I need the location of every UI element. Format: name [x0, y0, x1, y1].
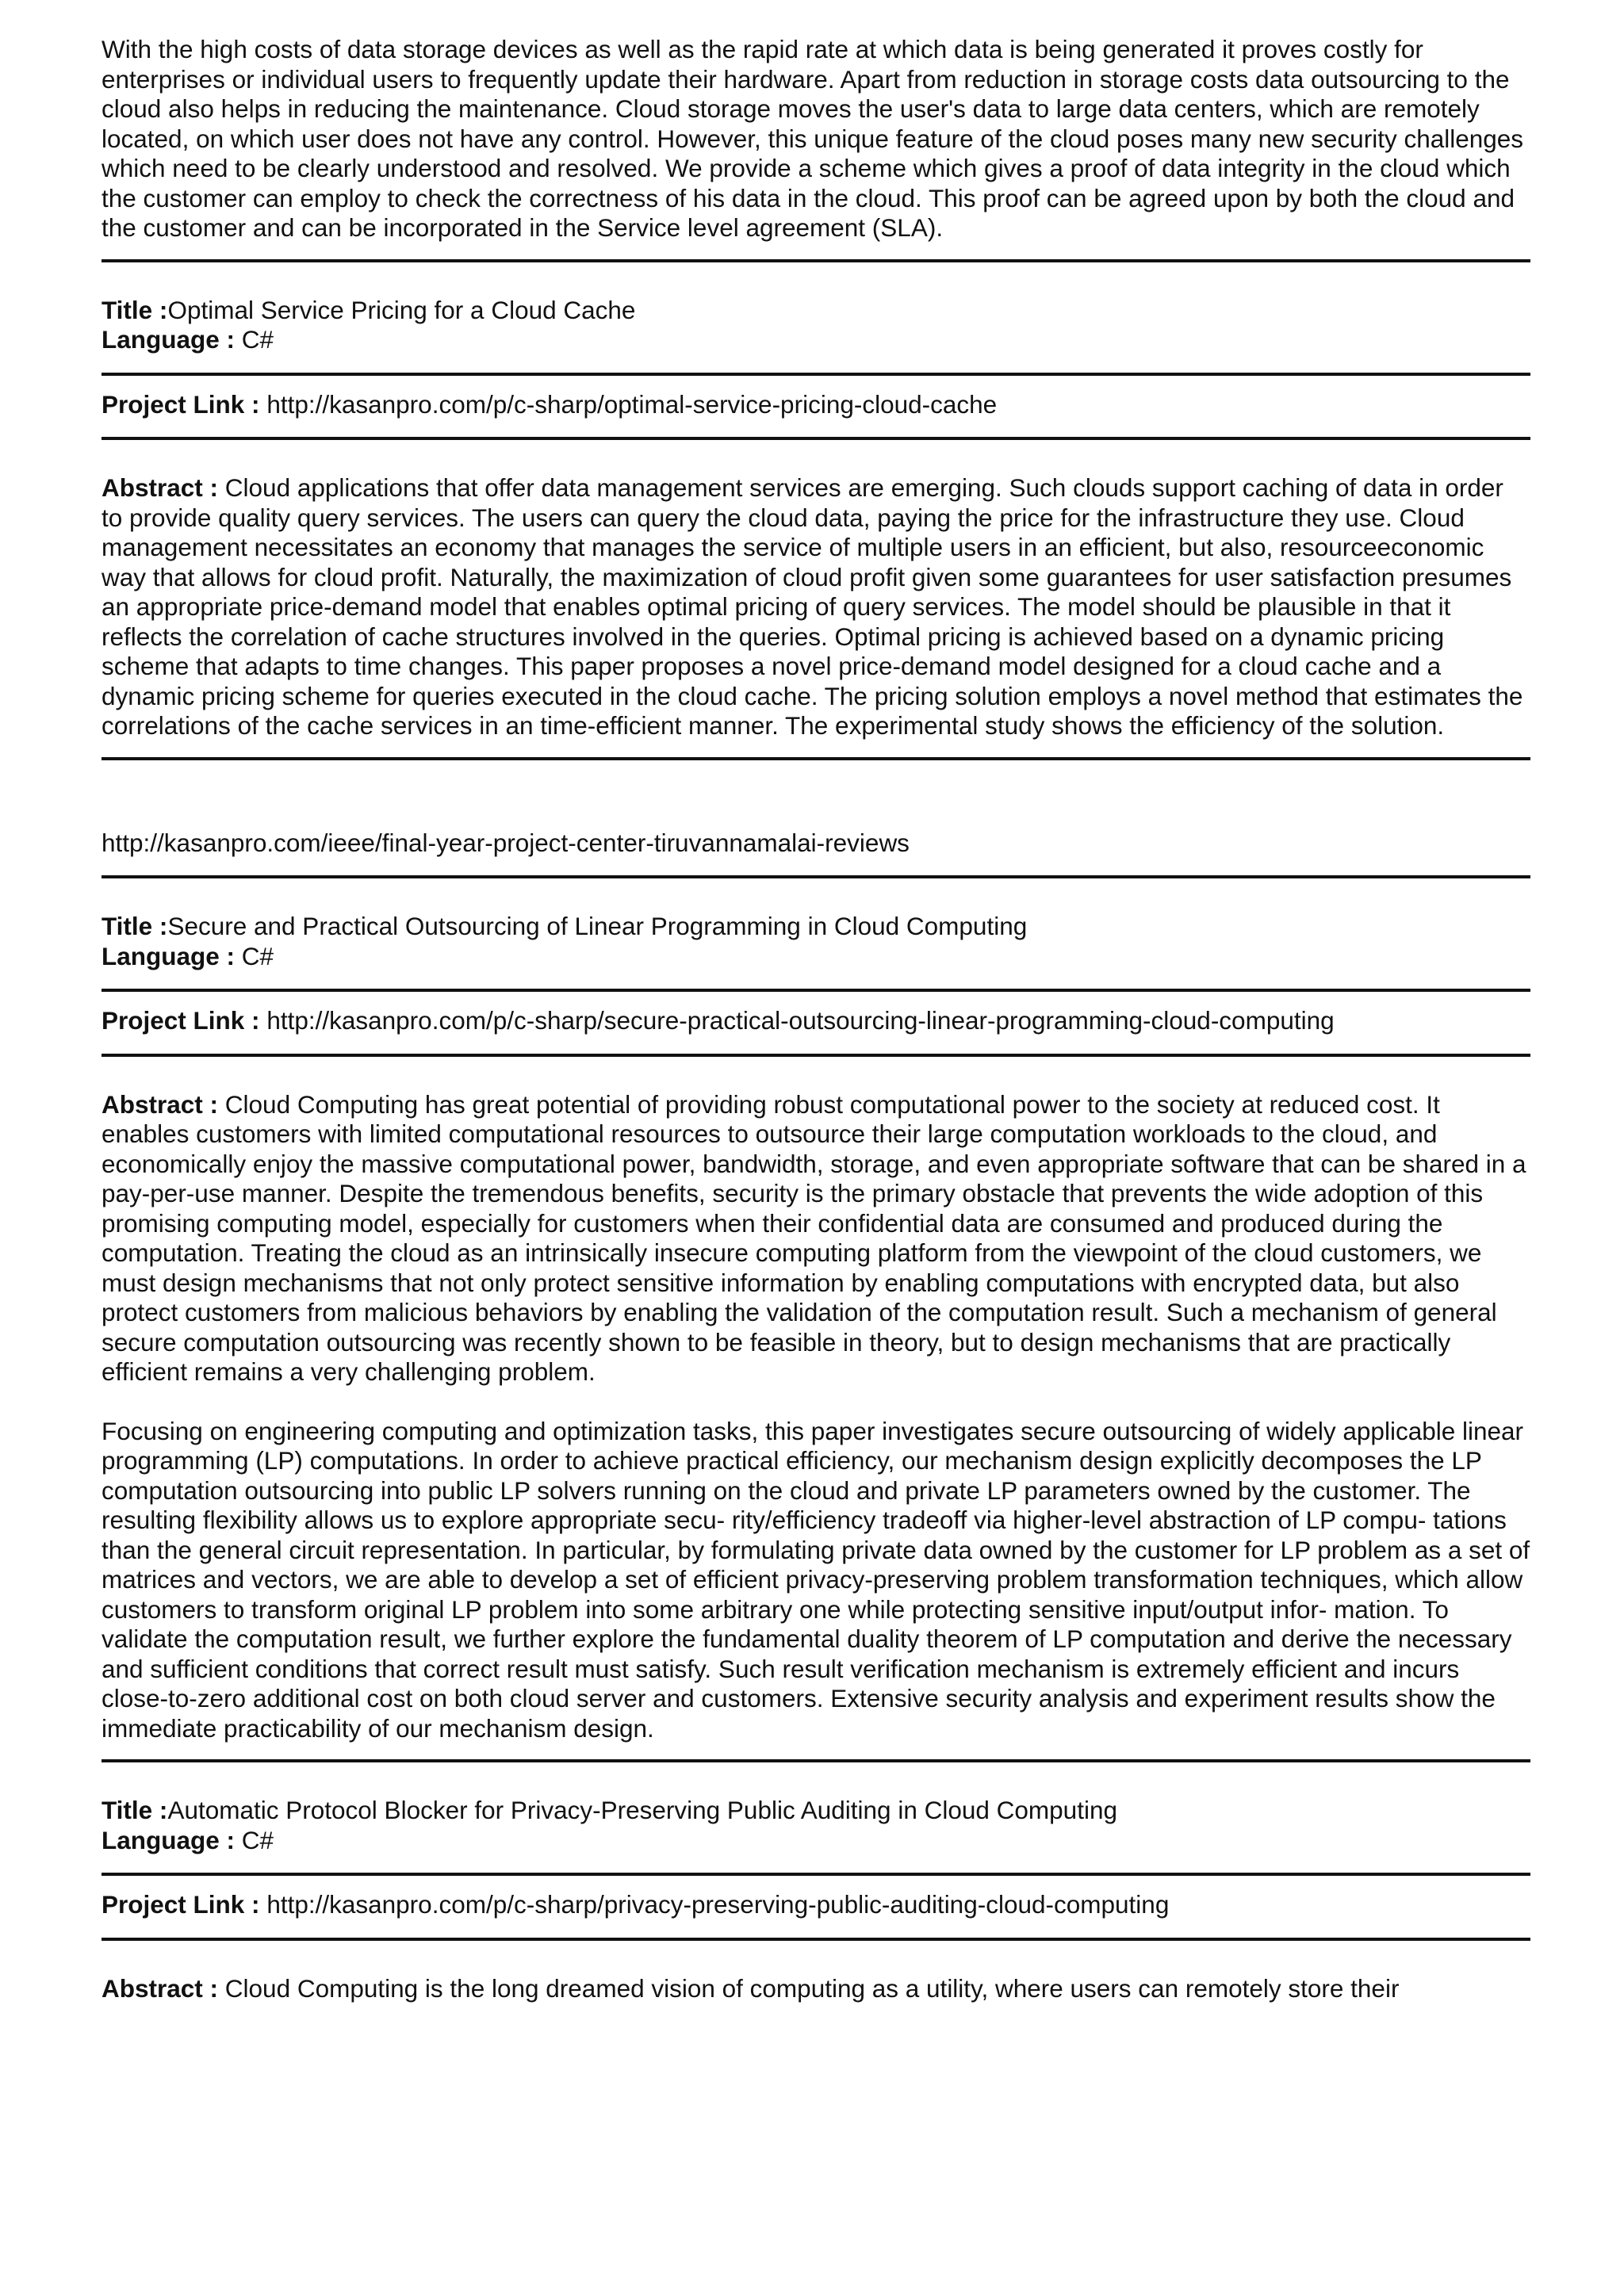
divider [102, 875, 1530, 878]
project-entry [102, 912, 1530, 971]
divider [102, 1054, 1530, 1057]
abstract-paragraph [102, 1974, 1530, 2004]
language-line [102, 942, 1530, 972]
project-link-line [102, 390, 1530, 420]
reviews-link[interactable]: http://kasanpro.com/ieee/final-year-project-center-tiruvannamalai-reviews [102, 828, 910, 857]
divider [102, 1873, 1530, 1876]
project-link-label: Project Link : [102, 1890, 260, 1919]
intro-paragraph: With the high costs of data storage devices as well as the rapid rate at which data is being generated it proves costly for enterprises or individual users to frequently update their hardware. Apart from reduction in storage costs data outsourcing to the cloud also helps in reducing the maintenance. Cloud storage moves the user's data to large data centers, which are remotely located, on which user does not have any control. However, this unique feature of the cloud poses many new security challenges which need to be clearly understood and resolved. We provide a scheme which gives a proof of data integrity in the cloud which the customer can employ to check the correctness of his data in the cloud. This proof can be agreed upon by both the cloud and the customer and can be incorporated in the Service level agreement (SLA). [102, 35, 1524, 242]
project-language: C# [241, 941, 274, 970]
divider [102, 437, 1530, 440]
project-title: Optimal Service Pricing for a Cloud Cache [167, 295, 636, 324]
abstract-text: Cloud applications that offer data management services are emerging. Such clouds support caching of data in order to provide quality query services. The users can query the cloud data, paying the price for the infrastructure they use. Cloud management necessitates an economy that manages the service of multiple users in an efficient, but also, resourceeconomic way that allows for cloud profit. Naturally, the maximization of cloud profit given some guarantees for user satisfaction presumes an appropriate price-demand model that enables optimal pricing of query services. The model should be plausible in that it reflects the correlation of cache structures involved in the queries. Optimal pricing is achieved based on a dynamic pricing scheme that adapts to time changes. This paper proposes a novel price-demand model designed for a cloud cache and a dynamic pricing scheme for queries executed in the cloud cache. The pricing solution employs a novel method that estimates the correlations of the cache services in an time-efficient manner. The experimental study shows the efficiency of the solution. [102, 473, 1523, 740]
abstract-label: Abstract : [102, 1973, 219, 2003]
title-label: Title : [102, 1796, 168, 1824]
project-title: Automatic Protocol Blocker for Privacy-Preserving Public Auditing in Cloud Computing [167, 1796, 1117, 1824]
project-entry [102, 296, 1530, 355]
divider [102, 373, 1530, 376]
language-label: Language : [102, 941, 236, 970]
abstract-label: Abstract : [102, 1089, 219, 1119]
divider [102, 1759, 1530, 1762]
abstract-paragraph-continued: Focusing on engineering computing and optimization tasks, this paper investigates secure outsourcing of widely applicable linear programming (LP) computations. In order to achieve practical efficiency, our mechanism design explicitly decomposes the LP computation outsourcing into public LP solvers running on the cloud and private LP parameters owned by the customer. The resulting flexibility allows us to explore appropriate secu- rity/efficiency tradeoff via higher-level abstraction of LP compu- tations than the general circuit representation. In particular, by formulating private data owned by the customer for LP problem as a set of matrices and vectors, we are able to develop a set of efficient privacy-preserving problem transformation techniques, which allow customers to transform original LP problem into some arbitrary one while protecting sensitive input/output infor- mation. To validate the computation result, we further explore the fundamental duality theorem of LP computation and derive the necessary and sufficient conditions that correct result must satisfy. Such result verification mechanism is extremely efficient and incurs close-to-zero additional cost on both cloud server and customers. Extensive security analysis and experiment results show the immediate practicability of our mechanism design. [102, 1416, 1530, 1743]
project-link-line [102, 1006, 1530, 1036]
project-title: Secure and Practical Outsourcing of Linear Programming in Cloud Computing [167, 912, 1028, 940]
project-language: C# [241, 1825, 274, 1854]
project-language: C# [241, 325, 274, 354]
title-line [102, 912, 1530, 942]
project-link[interactable]: http://kasanpro.com/p/c-sharp/optimal-service-pricing-cloud-cache [266, 389, 998, 419]
project-link-label: Project Link : [102, 389, 260, 419]
title-label: Title : [102, 912, 168, 940]
project-link[interactable]: http://kasanpro.com/p/c-sharp/secure-practical-outsourcing-linear-programming-cloud-computing [266, 1006, 1335, 1035]
title-line [102, 1796, 1530, 1826]
abstract-paragraph [102, 473, 1530, 741]
language-label: Language : [102, 325, 236, 354]
project-link-line [102, 1890, 1530, 1920]
title-line [102, 296, 1530, 326]
abstract-text: Cloud Computing has great potential of providing robust computational power to the society at reduced cost. It enables customers with limited computational resources to outsource their large computation workloads to the cloud, and economically enjoy the massive computational power, bandwidth, storage, and even appropriate software that can be shared in a pay-per-use manner. Despite the tremendous benefits, security is the primary obstacle that prevents the wide adoption of this promising computing model, especially for customers when their confidential data are consumed and produced during the computation. Treating the cloud as an intrinsically insecure computing platform from the viewpoint of the cloud customers, we must design mechanisms that not only protect sensitive information by enabling computations with encrypted data, but also protect customers from malicious behaviors by enabling the validation of the computation result. Such a mechanism of general secure computation outsourcing was recently shown to be feasible in theory, but to design mechanisms that are practically efficient remains a very challenging problem. [102, 1089, 1526, 1386]
title-label: Title : [102, 295, 168, 324]
divider [102, 757, 1530, 760]
abstract-text: Cloud Computing is the long dreamed vision of computing as a utility, where users can remotely store their [224, 1973, 1400, 2003]
divider [102, 1938, 1530, 1941]
project-link-label: Project Link : [102, 1006, 260, 1035]
divider [102, 989, 1530, 992]
divider [102, 259, 1530, 262]
document-page [102, 35, 1530, 2003]
language-line [102, 325, 1530, 355]
language-label: Language : [102, 1825, 236, 1854]
language-line [102, 1826, 1530, 1856]
project-entry [102, 1796, 1530, 1855]
abstract-paragraph [102, 1090, 1530, 1387]
project-link[interactable]: http://kasanpro.com/p/c-sharp/privacy-preserving-public-auditing-cloud-computing [266, 1890, 1170, 1919]
abstract-label: Abstract : [102, 473, 219, 502]
